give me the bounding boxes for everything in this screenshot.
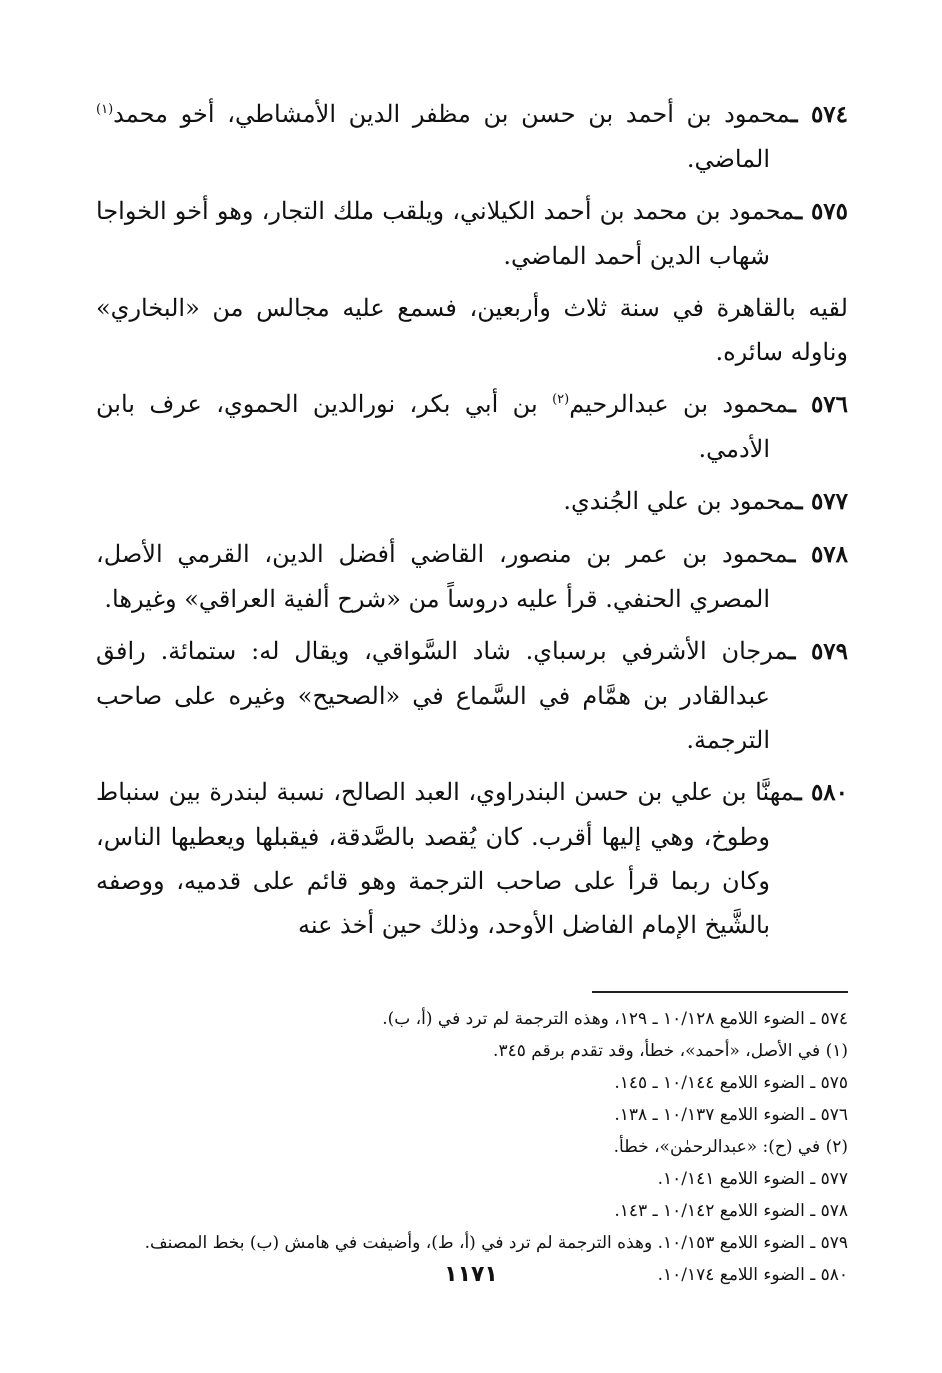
- entry-580: [96, 770, 848, 947]
- footnote-line: ٥٧٩ ـ الضوء اللامع ١٠/١٥٣. وهذه الترجمة لم ترد في (أ، ط)، وأضيفت في هامش (ب) بخط المصنف.: [144, 1233, 848, 1253]
- entry-text: محمود بن محمد بن أحمد الكيلاني، ويلقب ملك التجار، وهو أخو الخواجا شهاب الدين أحمد الماضي.: [96, 197, 796, 270]
- entry-text: محمود بن عمر بن منصور، القاضي أفضل الدين، القرمي الأصل، المصري الحنفي. قرأ عليه دروساً من «شرح ألفية العراقي» وغيرها.: [96, 540, 789, 613]
- footnotes: [96, 1003, 848, 1291]
- entry-dash: ـ: [788, 389, 811, 418]
- footnote-line: (١) في الأصل، «أحمد»، خطأ، وقد تقدم برقم ٣٤٥.: [493, 1041, 848, 1061]
- entry-579: [96, 629, 848, 762]
- entry-number: ٥٧٥: [810, 198, 848, 225]
- entry-dash: ـ: [795, 486, 811, 515]
- entry-dash: ـ: [788, 636, 811, 665]
- footnote-separator: [592, 991, 848, 993]
- entry-dash: ـ: [794, 777, 811, 806]
- entry-text: محمود بن أحمد بن حسن بن مظفر الدين الأمشاطي، أخو محمد: [113, 100, 791, 128]
- entry-number: ٥٧٤: [810, 101, 848, 128]
- entry-text-cont: الماضي.: [686, 145, 770, 173]
- entry-574: [96, 92, 848, 181]
- entry-575: [96, 189, 848, 278]
- entry-text: محمود بن عبدالرحيم: [569, 390, 789, 418]
- entry-text: مرجان الأشرفي برسباي. شاد السَّواقي، ويقال له: ستمائة. رافق عبدالقادر بن همَّام في السَّماع في «الصحيح» وغيره على صاحب الترجمة.: [96, 637, 789, 754]
- entry-dash: ـ: [795, 196, 811, 225]
- footnote-line: ٥٨٠ ـ الضوء اللامع ١٠/١٧٤.: [657, 1265, 848, 1285]
- entry-number: ٥٨٠: [810, 779, 848, 806]
- entry-number: ٥٧٦: [810, 391, 849, 418]
- entry-575-paragraph: لقيه بالقاهرة في سنة ثلاث وأربعين، فسمع عليه مجالس من «البخاري» وناوله سائره.: [96, 294, 848, 366]
- entry-576: [96, 382, 848, 471]
- entry-577: [96, 479, 848, 524]
- entry-dash: ـ: [790, 99, 811, 128]
- footnote-line: (٢) في (ح): «عبدالرحمٰن»، خطأ.: [613, 1137, 848, 1157]
- footnote-line: ٥٧٥ ـ الضوء اللامع ١٠/١٤٤ ـ ١٤٥.: [614, 1073, 848, 1093]
- entry-578: [96, 532, 848, 621]
- page-number: ١١٧١: [444, 1262, 498, 1287]
- entry-dash: ـ: [788, 539, 811, 568]
- footnote-marker[interactable]: (١): [96, 102, 114, 117]
- entry-text-cont: بن أبي بكر، نورالدين الحموي، عرف بابن الأدمي.: [96, 390, 770, 463]
- footnote-line: ٥٧٨ ـ الضوء اللامع ١٠/١٤٢ ـ ١٤٣.: [614, 1201, 848, 1221]
- footnote-line: ٥٧٦ ـ الضوء اللامع ١٠/١٣٧ ـ ١٣٨.: [614, 1105, 848, 1125]
- footnote-line: ٥٧٧ ـ الضوء اللامع ١٠/١٤١.: [657, 1169, 848, 1189]
- entry-number: ٥٧٧: [810, 488, 848, 515]
- entry-number: ٥٧٩: [810, 638, 849, 665]
- entry-number: ٥٧٨: [810, 541, 848, 568]
- footnote-line: ٥٧٤ ـ الضوء اللامع ١٠/١٢٨ ـ ١٢٩، وهذه الترجمة لم ترد في (أ، ب).: [382, 1009, 848, 1029]
- entry-text: مهنَّا بن علي بن حسن البندراوي، العبد الصالح، نسبة لبندرة بين سنباط وطوخ، وهي إليها أقرب. كان يُقصد بالصَّدقة، فيقبلها ويعطيها الناس، وكان ربما قرأ على صاحب الترجمة وهو قائم على قدميه، ووصفه بالشَّيخ الإمام الفاضل الأوحد، وذلك حين أخذ عنه: [96, 778, 795, 939]
- footnote-marker[interactable]: (٢): [552, 392, 570, 407]
- entry-text: محمود بن علي الجُندي.: [563, 487, 796, 515]
- page-body: [96, 92, 848, 1291]
